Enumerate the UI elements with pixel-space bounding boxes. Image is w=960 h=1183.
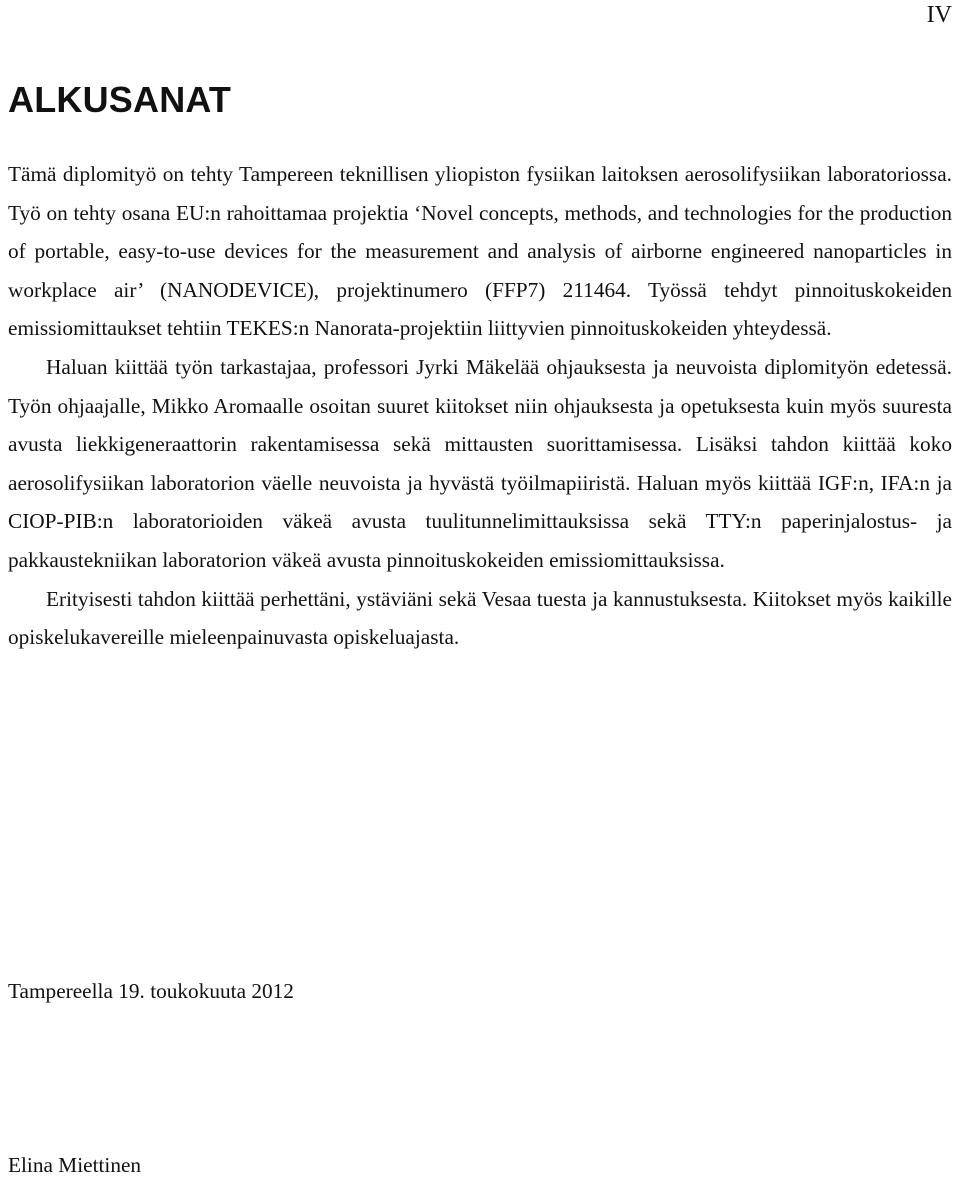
place-and-date: Tampereella 19. toukokuuta 2012 [8, 979, 294, 1003]
paragraph-intro: Tämä diplomityö on tehty Tampereen teknillisen yliopiston fysiikan laitoksen aerosolifysiikan laboratoriossa. Työ on tehty osana EU:n rahoittamaa projektia ‘Novel concepts, methods, and technologies for the production of portable, easy-to-use devices for the measurement and analysis of airborne engineered nanoparticles in workplace air’ (NANODEVICE), projektinumero (FFP7) 211464. Työssä tehdyt pinnoituskokeiden emissiomittaukset tehtiin TEKES:n Nanorata-projektiin liittyvien pinnoituskokeiden yhteydessä. [8, 162, 952, 341]
paragraph-acknowledgements: Haluan kiittää työn tarkastajaa, professori Jyrki Mäkelää ohjauksesta ja neuvoista diplomityön edetessä. Työn ohjaajalle, Mikko Aromaalle osoitan suuret kiitokset niin ohjauksesta ja opetuksesta kuin myös suuresta avusta liekkigeneraattorin rakentamisessa sekä mittausten suorittamisessa. Lisäksi tahdon kiittää koko aerosolifysiikan laboratorion väelle neuvoista ja hyvästä työilmapiiristä. Haluan myös kiittää IGF:n, IFA:n ja CIOP-PIB:n laboratorioiden väkeä avusta tuulitunnelimittauksissa sekä TTY:n paperinjalostus- ja pakkaustekniikan laboratorion väkeä avusta pinnoituskokeiden emissiomittauksissa. [8, 354, 952, 572]
preface-body [8, 155, 952, 657]
paragraph-personal-thanks: Erityisesti tahdon kiittää perhettäni, ystäviäni sekä Vesaa tuesta ja kannustuksesta. Kiitokset myös kaikille opiskelukavereille mieleenpainuvasta opiskeluajasta. [8, 586, 952, 650]
page-title: ALKUSANAT [8, 79, 232, 120]
author-name: Elina Miettinen [8, 1153, 142, 1177]
page-number: IV [926, 2, 952, 28]
